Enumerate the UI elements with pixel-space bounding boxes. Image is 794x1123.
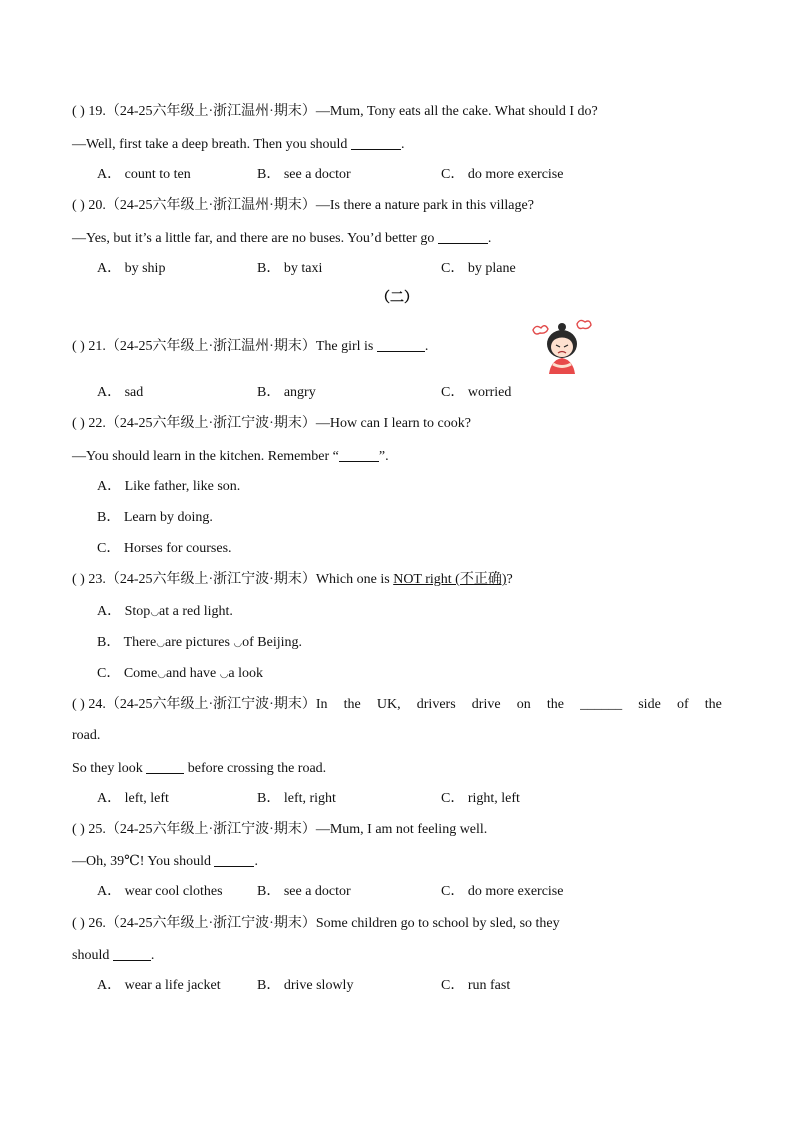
- q19-option-b[interactable]: B． see a doctor: [257, 167, 351, 182]
- q22-option-c[interactable]: C． Horses for courses.: [97, 541, 232, 556]
- word: drivers: [416, 697, 456, 712]
- word: drive: [471, 697, 501, 712]
- q19-option-a[interactable]: A． count to ten: [97, 167, 191, 182]
- answer-bracket[interactable]: ( ) 24.: [72, 697, 106, 712]
- question-stem: Which one is: [315, 572, 390, 587]
- liaison-mark-icon: ◡: [219, 669, 229, 680]
- question-text: ”.: [378, 449, 389, 464]
- question-stem: —Is there a nature park in this village?: [315, 198, 534, 213]
- option-text: There: [123, 635, 157, 650]
- q24-stem-line-2: road.: [72, 728, 101, 743]
- q24-option-b[interactable]: B． left, right: [257, 791, 336, 806]
- question-source: （24-25六年级上·浙江温州·期末）: [105, 104, 316, 119]
- answer-blank[interactable]: [351, 135, 401, 150]
- option-text: Come: [123, 666, 158, 681]
- question-text: —Well, first take a deep breath. Then you should: [72, 137, 348, 152]
- answer-bracket[interactable]: ( ) 20.: [72, 198, 106, 213]
- q25-option-c[interactable]: C． do more exercise: [441, 884, 564, 899]
- q26-option-c[interactable]: C． run fast: [441, 978, 511, 993]
- liaison-mark-icon: ◡: [157, 669, 167, 680]
- q24-stem-line: [72, 696, 722, 714]
- q23-stem-line: [72, 571, 513, 589]
- q23-option-a[interactable]: [97, 603, 233, 622]
- answer-bracket[interactable]: ( ) 26.: [72, 916, 106, 931]
- liaison-mark-icon: ◡: [150, 607, 160, 618]
- question-text: should: [72, 948, 110, 963]
- q19-stem-line: [72, 103, 598, 121]
- question-text: ?: [506, 572, 513, 587]
- question-source: （24-25六年级上·浙江温州·期末）: [105, 198, 316, 213]
- option-text: at a red light.: [159, 604, 233, 619]
- q25-stem-line: [72, 821, 487, 839]
- q26-stem-line: [72, 915, 560, 933]
- question-stem: —Mum, Tony eats all the cake. What should I do?: [315, 104, 598, 119]
- answer-blank[interactable]: [214, 852, 254, 867]
- q21-option-a[interactable]: A． sad: [97, 385, 144, 400]
- q20-option-b[interactable]: B． by taxi: [257, 261, 323, 276]
- option-text: a look: [228, 666, 264, 681]
- answer-blank[interactable]: [377, 337, 425, 352]
- q22-option-a[interactable]: A． Like father, like son.: [97, 479, 241, 494]
- question-text: —You should learn in the kitchen. Remember “: [72, 449, 339, 464]
- option-label: C．: [97, 666, 124, 681]
- q23-option-b[interactable]: [97, 634, 302, 653]
- option-text: and have: [166, 666, 220, 681]
- answer-blank[interactable]: ______: [580, 697, 623, 712]
- question-stem: —Mum, I am not feeling well.: [315, 822, 488, 837]
- option-label: A．: [97, 604, 125, 619]
- question-source: （24-25六年级上·浙江温州·期末）: [105, 339, 316, 354]
- answer-blank[interactable]: [339, 447, 379, 462]
- q26-option-a[interactable]: A． wear a life jacket: [97, 978, 221, 993]
- question-source: （24-25六年级上·浙江宁波·期末）: [105, 697, 316, 712]
- word: the: [546, 697, 564, 712]
- question-text: .: [254, 854, 258, 869]
- section-title: （二）: [376, 291, 418, 306]
- answer-blank[interactable]: [438, 229, 488, 244]
- q20-option-a[interactable]: A． by ship: [97, 261, 166, 276]
- q26-stem-line-2: [72, 946, 154, 965]
- q24-option-c[interactable]: C． right, left: [441, 791, 520, 806]
- word: In: [315, 697, 328, 712]
- q23-option-c[interactable]: [97, 665, 263, 684]
- liaison-mark-icon: ◡: [156, 638, 165, 649]
- q22-option-b[interactable]: B． Learn by doing.: [97, 510, 213, 525]
- question-stem: —How can I learn to cook?: [315, 416, 471, 431]
- option-text: of Beijing.: [242, 635, 303, 650]
- question-stem: Some children go to school by sled, so they: [315, 916, 560, 931]
- answer-bracket[interactable]: ( ) 22.: [72, 416, 106, 431]
- word: side: [638, 697, 661, 712]
- q19-stem-line-2: [72, 135, 404, 154]
- question-head: [72, 696, 328, 714]
- q21-stem-line: [72, 337, 428, 356]
- word: UK,: [376, 697, 401, 712]
- q24-stem-line-3: [72, 759, 326, 778]
- option-text: are pictures: [164, 635, 234, 650]
- word: the: [704, 697, 722, 712]
- question-source: （24-25六年级上·浙江宁波·期末）: [105, 572, 316, 587]
- answer-bracket[interactable]: ( ) 19.: [72, 104, 106, 119]
- q20-option-c[interactable]: C． by plane: [441, 261, 516, 276]
- word: on: [516, 697, 531, 712]
- q25-stem-line-2: [72, 852, 258, 871]
- question-emphasis: NOT right (不正确): [393, 572, 507, 587]
- word: of: [676, 697, 689, 712]
- q20-stem-line: [72, 197, 534, 215]
- answer-blank[interactable]: [146, 759, 184, 774]
- liaison-mark-icon: ◡: [233, 638, 243, 649]
- answer-bracket[interactable]: ( ) 25.: [72, 822, 106, 837]
- q24-option-a[interactable]: A． left, left: [97, 791, 169, 806]
- question-text: .: [400, 137, 405, 152]
- q22-stem-line-2: [72, 447, 389, 466]
- answer-blank[interactable]: [113, 946, 151, 961]
- word: the: [343, 697, 361, 712]
- q19-option-c[interactable]: C． do more exercise: [441, 167, 564, 182]
- q26-option-b[interactable]: B． drive slowly: [257, 978, 354, 993]
- question-text: .: [424, 339, 429, 354]
- question-text: —Oh, 39℃! You should: [72, 854, 211, 869]
- question-text: —Yes, but it’s a little far, and there are no buses. You’d better go: [72, 231, 435, 246]
- question-source: （24-25六年级上·浙江宁波·期末）: [105, 916, 316, 931]
- question-text: .: [150, 948, 155, 963]
- question-text: .: [487, 231, 492, 246]
- question-source: （24-25六年级上·浙江宁波·期末）: [105, 822, 316, 837]
- q22-stem-line: [72, 415, 471, 433]
- q21-option-c[interactable]: C． worried: [441, 385, 512, 400]
- angry-girl-icon: [527, 318, 597, 374]
- question-source: （24-25六年级上·浙江宁波·期末）: [105, 416, 316, 431]
- answer-bracket[interactable]: ( ) 21.: [72, 339, 106, 354]
- q25-option-b[interactable]: B． see a doctor: [257, 884, 351, 899]
- question-text: before crossing the road.: [187, 761, 327, 776]
- q25-option-a[interactable]: A． wear cool clothes: [97, 884, 223, 899]
- question-text: So they look: [72, 761, 143, 776]
- q20-stem-line-2: [72, 229, 491, 248]
- option-label: B．: [97, 635, 124, 650]
- q21-option-b[interactable]: B． angry: [257, 385, 316, 400]
- answer-bracket[interactable]: ( ) 23.: [72, 572, 106, 587]
- option-text: Stop: [124, 604, 151, 619]
- question-stem: The girl is: [315, 339, 374, 354]
